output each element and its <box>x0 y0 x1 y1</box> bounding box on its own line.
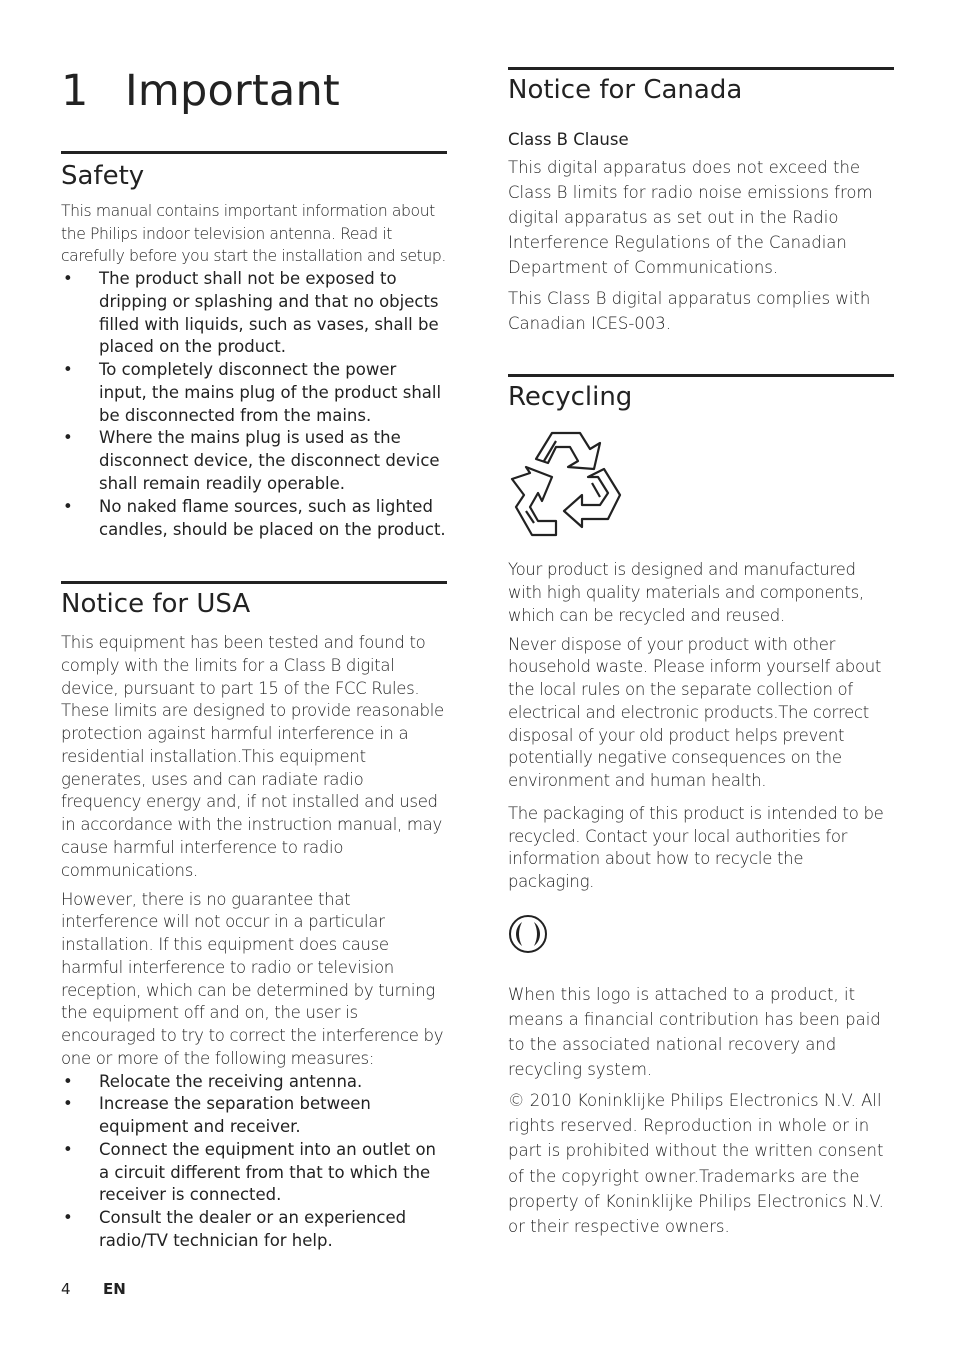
list-item: • Relocate the receiving antenna. <box>63 1071 363 1091</box>
right-column <box>508 66 894 1245</box>
usa-list <box>61 1071 447 1253</box>
usa-paragraph-1: This equipment has been tested and found to comply with the limits for a Class B digital device, pursuant to part 15 of the FCC Rules. These limits are designed to provide reasonable protection against harmful interference in a residential installation.This equipment generates, uses and can radiate radio frequency energy and, if not installed and used in accordance with the instruction manual, may cause harmful interference to radio communications. <box>61 633 444 880</box>
list-item: • No naked flame sources, such as lighted candles, should be placed on the product. <box>63 496 446 539</box>
list-item: • Consult the dealer or an experienced radio/TV technician for help. <box>63 1208 407 1250</box>
copyright-paragraph: © 2010 Koninklijke Philips Electronics N.V. All rights reserved. Reproduction in whole or in part is prohibited without the written consent of the copyright owner.Trademarks are the property of Koninklijke Philips Electronics N.V. or their respective owners. <box>508 1091 884 1236</box>
recycling-heading: Recycling <box>508 382 633 413</box>
chapter-number: 1 <box>61 66 89 116</box>
divider-safety <box>61 151 447 154</box>
recycling-paragraph-2: Never dispose of your product with other household waste. Please inform yourself about the local rules on the separate collection of electrical and electronic products.The correct disposal of your old product helps prevent potentially negative consequences on the environment and human health. <box>508 634 882 791</box>
list-item: • The product shall not be exposed to dripping or splashing and that no objects filled with liquids, such as vases, shall be placed on the product. <box>63 269 439 357</box>
page-number: 4 <box>61 1280 71 1298</box>
canada-paragraph-2: This Class B digital apparatus complies with Canadian ICES-003. <box>508 289 871 334</box>
recycling-paragraph-1: Your product is designed and manufactured with high quality materials and components, which can be recycled and reused. <box>508 560 864 625</box>
divider-recycling <box>508 374 894 377</box>
list-item: • To completely disconnect the power input, the mains plug of the product shall be disconnected from the mains. <box>63 360 442 425</box>
recycle-icon <box>508 427 628 549</box>
list-item: • Connect the equipment into an outlet on a circuit different from that to which the receiver is connected. <box>63 1139 437 1205</box>
recycling-paragraph-4: When this logo is attached to a product, it means a financial contribution has been paid to the associated national recovery and recycling system. <box>508 984 881 1080</box>
language-code: EN <box>103 1280 126 1298</box>
chapter-title <box>61 66 447 116</box>
safety-list <box>61 268 447 541</box>
usa-heading: Notice for USA <box>61 589 251 620</box>
safety-intro: This manual contains important information about the Philips indoor television antenna. Read it carefully before you start the installation and setup. <box>61 201 446 266</box>
safety-heading: Safety <box>61 161 145 191</box>
canada-subheading: Class B Clause <box>508 129 629 149</box>
chapter-title-text: Important <box>125 66 340 116</box>
list-item: • Increase the separation between equipment and receiver. <box>63 1094 371 1137</box>
usa-paragraph-2: However, there is no guarantee that interference will not occur in a particular installation. If this equipment does cause harmful interference to radio or television reception, which can be determined by turning the equipment off and on, the user is encouraged to try to correct the interference by one or more of the following measures: <box>61 889 444 1068</box>
page-footer <box>61 1280 126 1298</box>
divider-usa <box>61 581 447 584</box>
canada-heading: Notice for Canada <box>508 75 743 105</box>
list-item: • Where the mains plug is used as the disconnect device, the disconnect device shall remain readily operable. <box>63 428 440 493</box>
recycling-paragraph-3: The packaging of this product is intended to be recycled. Contact your local authorities for information about how to recycle the packaging. <box>508 803 884 892</box>
green-dot-icon <box>508 914 548 954</box>
left-column <box>61 66 447 1253</box>
canada-paragraph-1: This digital apparatus does not exceed the Class B limits for radio noise emissions from digital apparatus as set out in the Radio Interference Regulations of the Canadian Department of Communications. <box>508 157 873 278</box>
divider-canada <box>508 67 894 70</box>
